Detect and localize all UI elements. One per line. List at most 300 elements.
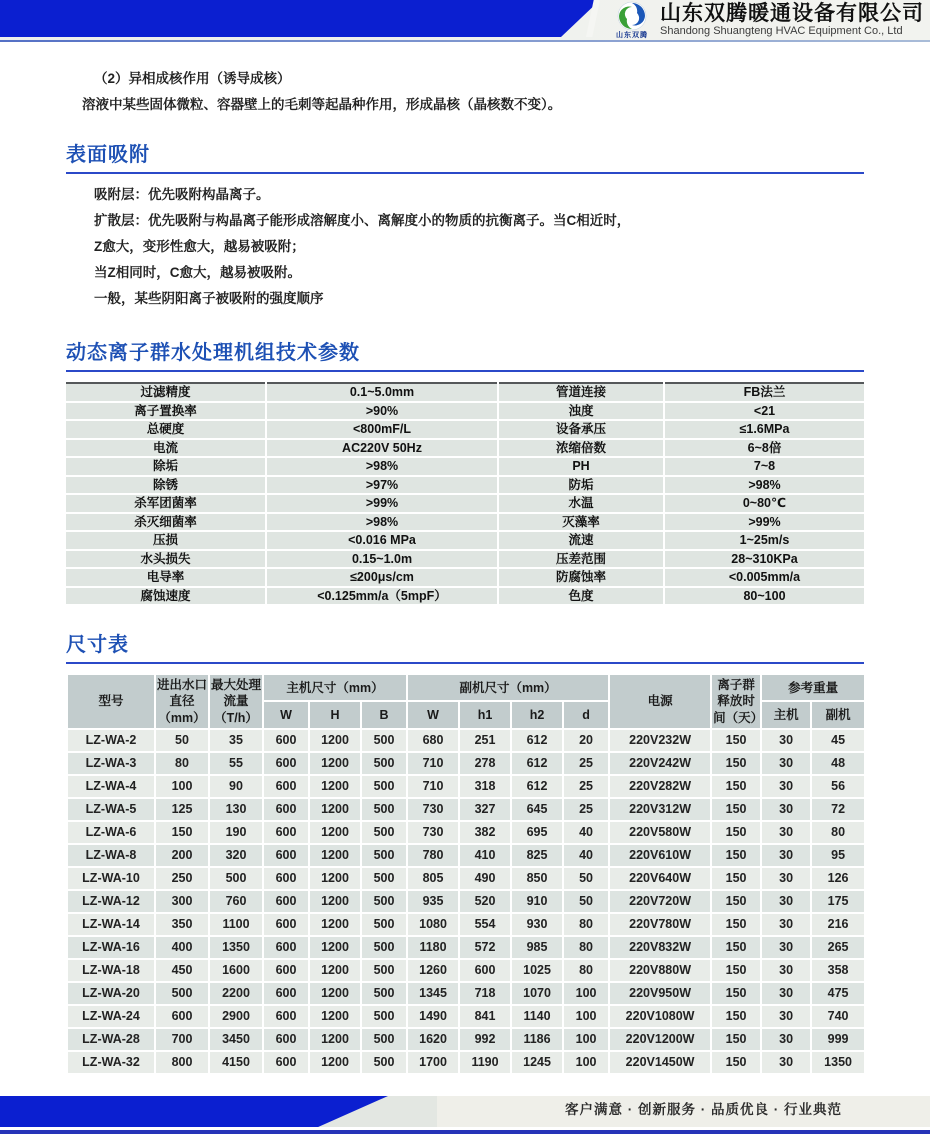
table-row: [67, 729, 865, 752]
value-cell: 450: [155, 959, 209, 982]
value-cell: 910: [511, 890, 563, 913]
surface-adsorption-text: [94, 182, 864, 312]
value-cell: 50: [155, 729, 209, 752]
param-value: <0.125mm/a（5mpF）: [266, 587, 498, 606]
value-cell: 805: [407, 867, 459, 890]
model-cell: LZ-WA-3: [67, 752, 155, 775]
value-cell: 1200: [309, 821, 361, 844]
text-line: Z愈大，变形性愈大，越易被吸附；: [94, 239, 305, 254]
param-value: >99%: [266, 494, 498, 513]
value-cell: 500: [361, 959, 407, 982]
param-label: 灭藻率: [498, 513, 664, 532]
value-cell: 80: [563, 913, 609, 936]
value-cell: 150: [711, 936, 761, 959]
table-row: [67, 1051, 865, 1074]
col-header-aux-h1: h1: [459, 701, 511, 728]
intro-line-1: （2）异相成核作用（诱导成核）: [94, 71, 291, 86]
param-label: 杀军团菌率: [66, 494, 266, 513]
value-cell: 600: [459, 959, 511, 982]
value-cell: 500: [361, 913, 407, 936]
size-table: [66, 673, 866, 1075]
col-header-model: 型号: [67, 674, 155, 729]
value-cell: 30: [761, 1028, 811, 1051]
param-label: 浓缩倍数: [498, 439, 664, 458]
param-value: 80~100: [664, 587, 864, 606]
footer-slogan: 客户满意 · 创新服务 · 品质优良 · 行业典范: [565, 1102, 842, 1117]
value-cell: 327: [459, 798, 511, 821]
value-cell: 1200: [309, 844, 361, 867]
col-header-inlet-diameter: 进出水口直径（mm）: [155, 674, 209, 729]
value-cell: 999: [811, 1028, 865, 1051]
value-cell: 500: [361, 867, 407, 890]
intro-paragraph: [66, 66, 864, 118]
table-row: [67, 867, 865, 890]
param-label: 除垢: [66, 457, 266, 476]
value-cell: 825: [511, 844, 563, 867]
param-value: 7~8: [664, 457, 864, 476]
value-cell: 150: [711, 1005, 761, 1028]
value-cell: 56: [811, 775, 865, 798]
value-cell: 100: [563, 1051, 609, 1074]
value-cell: 695: [511, 821, 563, 844]
param-label: 电导率: [66, 568, 266, 587]
value-cell: 220V312W: [609, 798, 711, 821]
value-cell: 600: [263, 1005, 309, 1028]
value-cell: 220V832W: [609, 936, 711, 959]
param-label: PH: [498, 457, 664, 476]
param-row: [66, 402, 864, 421]
value-cell: 318: [459, 775, 511, 798]
table-row: [67, 890, 865, 913]
value-cell: 150: [711, 959, 761, 982]
model-cell: LZ-WA-18: [67, 959, 155, 982]
param-row: [66, 513, 864, 532]
model-cell: LZ-WA-14: [67, 913, 155, 936]
param-value: >98%: [664, 476, 864, 495]
value-cell: 780: [407, 844, 459, 867]
value-cell: 730: [407, 798, 459, 821]
value-cell: 841: [459, 1005, 511, 1028]
table-row: [67, 844, 865, 867]
model-cell: LZ-WA-16: [67, 936, 155, 959]
value-cell: 30: [761, 775, 811, 798]
table-row: [67, 752, 865, 775]
param-label: 水温: [498, 494, 664, 513]
value-cell: 410: [459, 844, 511, 867]
value-cell: 600: [263, 729, 309, 752]
value-cell: 220V1200W: [609, 1028, 711, 1051]
value-cell: 800: [155, 1051, 209, 1074]
value-cell: 600: [263, 982, 309, 1005]
value-cell: 500: [361, 844, 407, 867]
value-cell: 55: [209, 752, 263, 775]
value-cell: 600: [263, 821, 309, 844]
table-row: [67, 821, 865, 844]
value-cell: 1100: [209, 913, 263, 936]
value-cell: 710: [407, 775, 459, 798]
value-cell: 740: [811, 1005, 865, 1028]
model-cell: LZ-WA-28: [67, 1028, 155, 1051]
value-cell: 20: [563, 729, 609, 752]
value-cell: 500: [361, 775, 407, 798]
param-value: 0.1~5.0mm: [266, 383, 498, 402]
section-surface-adsorption: [66, 138, 864, 312]
value-cell: 600: [263, 775, 309, 798]
value-cell: 1080: [407, 913, 459, 936]
value-cell: 500: [361, 752, 407, 775]
value-cell: 500: [209, 867, 263, 890]
company-logo: [610, 1, 654, 40]
param-row: [66, 568, 864, 587]
value-cell: 150: [711, 890, 761, 913]
value-cell: 612: [511, 729, 563, 752]
value-cell: 150: [711, 775, 761, 798]
col-header-main-b: B: [361, 701, 407, 728]
value-cell: 1200: [309, 913, 361, 936]
value-cell: 220V880W: [609, 959, 711, 982]
value-cell: 358: [811, 959, 865, 982]
param-label: 总硬度: [66, 420, 266, 439]
value-cell: 1200: [309, 982, 361, 1005]
value-cell: 3450: [209, 1028, 263, 1051]
param-value: 1~25m/s: [664, 531, 864, 550]
tech-params-table-body: [66, 383, 864, 605]
value-cell: 35: [209, 729, 263, 752]
section-size-table: [66, 628, 864, 1075]
col-header-weight-main: 主机: [761, 701, 811, 728]
value-cell: 1200: [309, 959, 361, 982]
param-value: ≤200μs/cm: [266, 568, 498, 587]
value-cell: 1245: [511, 1051, 563, 1074]
value-cell: 220V780W: [609, 913, 711, 936]
value-cell: 190: [209, 821, 263, 844]
value-cell: 1070: [511, 982, 563, 1005]
value-cell: 710: [407, 752, 459, 775]
section-title-surface-adsorption: 表面吸附: [66, 138, 864, 174]
value-cell: 700: [155, 1028, 209, 1051]
param-row: [66, 476, 864, 495]
table-row: [67, 913, 865, 936]
value-cell: 80: [563, 959, 609, 982]
col-header-power: 电源: [609, 674, 711, 729]
param-label: 离子置换率: [66, 402, 266, 421]
value-cell: 80: [563, 936, 609, 959]
param-label: 防腐蚀率: [498, 568, 664, 587]
value-cell: 95: [811, 844, 865, 867]
param-value: >97%: [266, 476, 498, 495]
param-value: AC220V 50Hz: [266, 439, 498, 458]
value-cell: 2200: [209, 982, 263, 1005]
value-cell: 220V1080W: [609, 1005, 711, 1028]
value-cell: 50: [563, 867, 609, 890]
value-cell: 500: [361, 798, 407, 821]
value-cell: 278: [459, 752, 511, 775]
value-cell: 100: [563, 1028, 609, 1051]
col-header-aux-h2: h2: [511, 701, 563, 728]
value-cell: 554: [459, 913, 511, 936]
model-cell: LZ-WA-12: [67, 890, 155, 913]
value-cell: 150: [711, 1028, 761, 1051]
page-content: [0, 42, 930, 1075]
col-header-main-dimensions: 主机尺寸（mm）: [263, 674, 407, 701]
value-cell: 600: [263, 844, 309, 867]
value-cell: 250: [155, 867, 209, 890]
page-footer: [0, 1090, 930, 1134]
value-cell: 1200: [309, 1028, 361, 1051]
model-cell: LZ-WA-24: [67, 1005, 155, 1028]
value-cell: 600: [263, 1028, 309, 1051]
value-cell: 100: [563, 982, 609, 1005]
value-cell: 25: [563, 798, 609, 821]
param-value: 6~8倍: [664, 439, 864, 458]
company-name-cn: 山东双腾暖通设备有限公司: [660, 2, 924, 26]
value-cell: 100: [155, 775, 209, 798]
value-cell: 1140: [511, 1005, 563, 1028]
value-cell: 2900: [209, 1005, 263, 1028]
value-cell: 126: [811, 867, 865, 890]
value-cell: 1190: [459, 1051, 511, 1074]
value-cell: 300: [155, 890, 209, 913]
model-cell: LZ-WA-4: [67, 775, 155, 798]
intro-line-2: 溶液中某些固体微粒、容器壁上的毛刺等起晶种作用，形成晶核（晶核数不变）。: [82, 97, 562, 112]
tech-params-table: [66, 382, 864, 606]
value-cell: 600: [263, 936, 309, 959]
value-cell: 1200: [309, 729, 361, 752]
value-cell: 490: [459, 867, 511, 890]
value-cell: 25: [563, 775, 609, 798]
value-cell: 1200: [309, 752, 361, 775]
value-cell: 30: [761, 959, 811, 982]
size-table-header: [67, 674, 865, 729]
param-row: [66, 420, 864, 439]
value-cell: 930: [511, 913, 563, 936]
col-header-ion-release-time: 离子群释放时间（天）: [711, 674, 761, 729]
value-cell: 150: [711, 729, 761, 752]
value-cell: 1200: [309, 1051, 361, 1074]
param-value: FB法兰: [664, 383, 864, 402]
param-label: 管道连接: [498, 383, 664, 402]
value-cell: 600: [263, 752, 309, 775]
value-cell: 150: [711, 752, 761, 775]
value-cell: 30: [761, 798, 811, 821]
value-cell: 612: [511, 775, 563, 798]
param-row: [66, 383, 864, 402]
col-header-aux-dimensions: 副机尺寸（mm）: [407, 674, 609, 701]
value-cell: 500: [361, 821, 407, 844]
param-value: ≤1.6MPa: [664, 420, 864, 439]
value-cell: 40: [563, 821, 609, 844]
table-row: [67, 959, 865, 982]
value-cell: 40: [563, 844, 609, 867]
col-header-aux-d: d: [563, 701, 609, 728]
param-value: <0.016 MPa: [266, 531, 498, 550]
value-cell: 520: [459, 890, 511, 913]
value-cell: 30: [761, 982, 811, 1005]
model-cell: LZ-WA-8: [67, 844, 155, 867]
size-table-body: [67, 729, 865, 1074]
value-cell: 216: [811, 913, 865, 936]
col-header-main-h: H: [309, 701, 361, 728]
col-header-max-flow: 最大处理流量（T/h）: [209, 674, 263, 729]
value-cell: 600: [263, 867, 309, 890]
value-cell: 500: [361, 1028, 407, 1051]
param-row: [66, 457, 864, 476]
text-line: 扩散层：优先吸附与构晶离子能形成溶解度小、离解度小的物质的抗衡离子。当C相近时，: [94, 213, 631, 228]
value-cell: 600: [263, 798, 309, 821]
param-value: 0~80℃: [664, 494, 864, 513]
value-cell: 1700: [407, 1051, 459, 1074]
value-cell: 30: [761, 729, 811, 752]
value-cell: 175: [811, 890, 865, 913]
header-blue-band: [0, 0, 600, 37]
value-cell: 30: [761, 890, 811, 913]
param-value: >90%: [266, 402, 498, 421]
value-cell: 220V950W: [609, 982, 711, 1005]
col-header-main-w: W: [263, 701, 309, 728]
value-cell: 600: [155, 1005, 209, 1028]
value-cell: 150: [155, 821, 209, 844]
value-cell: 220V282W: [609, 775, 711, 798]
param-label: 压损: [66, 531, 266, 550]
value-cell: 1200: [309, 890, 361, 913]
value-cell: 80: [811, 821, 865, 844]
value-cell: 350: [155, 913, 209, 936]
logo-swirl-icon: [617, 1, 647, 31]
company-names: [660, 3, 924, 38]
col-header-aux-w: W: [407, 701, 459, 728]
value-cell: 500: [361, 890, 407, 913]
value-cell: 500: [155, 982, 209, 1005]
param-label: 压差范围: [498, 550, 664, 569]
value-cell: 600: [263, 959, 309, 982]
param-label: 色度: [498, 587, 664, 606]
value-cell: 30: [761, 1005, 811, 1028]
model-cell: LZ-WA-20: [67, 982, 155, 1005]
param-value: >98%: [266, 457, 498, 476]
value-cell: 220V1450W: [609, 1051, 711, 1074]
value-cell: 730: [407, 821, 459, 844]
value-cell: 150: [711, 913, 761, 936]
value-cell: 1200: [309, 1005, 361, 1028]
table-row: [67, 798, 865, 821]
col-header-weight-aux: 副机: [811, 701, 865, 728]
value-cell: 1200: [309, 798, 361, 821]
param-label: 腐蚀速度: [66, 587, 266, 606]
value-cell: 100: [563, 1005, 609, 1028]
text-line: 吸附层：优先吸附构晶离子。: [94, 187, 270, 202]
col-header-reference-weight: 参考重量: [761, 674, 865, 701]
value-cell: 1186: [511, 1028, 563, 1051]
value-cell: 220V610W: [609, 844, 711, 867]
value-cell: 4150: [209, 1051, 263, 1074]
header-brand: [610, 1, 924, 40]
value-cell: 475: [811, 982, 865, 1005]
value-cell: 850: [511, 867, 563, 890]
value-cell: 30: [761, 867, 811, 890]
footer-bottom-line: [0, 1130, 930, 1134]
value-cell: 150: [711, 982, 761, 1005]
value-cell: 600: [263, 913, 309, 936]
value-cell: 760: [209, 890, 263, 913]
value-cell: 1200: [309, 867, 361, 890]
value-cell: 1345: [407, 982, 459, 1005]
page-header: [0, 0, 930, 42]
value-cell: 30: [761, 844, 811, 867]
value-cell: 150: [711, 844, 761, 867]
value-cell: 220V720W: [609, 890, 711, 913]
value-cell: 220V640W: [609, 867, 711, 890]
model-cell: LZ-WA-6: [67, 821, 155, 844]
logo-caption: 山东双腾: [616, 32, 648, 39]
model-cell: LZ-WA-10: [67, 867, 155, 890]
param-value: 0.15~1.0m: [266, 550, 498, 569]
value-cell: 500: [361, 982, 407, 1005]
value-cell: 1620: [407, 1028, 459, 1051]
value-cell: 1200: [309, 936, 361, 959]
value-cell: 80: [155, 752, 209, 775]
param-label: 过滤精度: [66, 383, 266, 402]
param-label: 电流: [66, 439, 266, 458]
table-row: [67, 982, 865, 1005]
section-tech-params: [66, 336, 864, 606]
section-title-tech-params: 动态离子群水处理机组技术参数: [66, 336, 864, 372]
value-cell: 1260: [407, 959, 459, 982]
value-cell: 992: [459, 1028, 511, 1051]
table-row: [67, 936, 865, 959]
param-value: >98%: [266, 513, 498, 532]
param-value: >99%: [664, 513, 864, 532]
param-row: [66, 494, 864, 513]
param-row: [66, 550, 864, 569]
value-cell: 500: [361, 729, 407, 752]
value-cell: 25: [563, 752, 609, 775]
param-value: <0.005mm/a: [664, 568, 864, 587]
value-cell: 265: [811, 936, 865, 959]
model-cell: LZ-WA-32: [67, 1051, 155, 1074]
value-cell: 220V242W: [609, 752, 711, 775]
value-cell: 125: [155, 798, 209, 821]
value-cell: 150: [711, 798, 761, 821]
value-cell: 48: [811, 752, 865, 775]
param-label: 防垢: [498, 476, 664, 495]
value-cell: 985: [511, 936, 563, 959]
model-cell: LZ-WA-5: [67, 798, 155, 821]
table-row: [67, 775, 865, 798]
value-cell: 1350: [209, 936, 263, 959]
value-cell: 382: [459, 821, 511, 844]
text-line: 一般，某些阴阳离子被吸附的强度顺序: [94, 291, 324, 306]
value-cell: 500: [361, 1051, 407, 1074]
param-label: 流速: [498, 531, 664, 550]
value-cell: 1200: [309, 775, 361, 798]
value-cell: 645: [511, 798, 563, 821]
value-cell: 400: [155, 936, 209, 959]
value-cell: 150: [711, 821, 761, 844]
value-cell: 320: [209, 844, 263, 867]
value-cell: 30: [761, 936, 811, 959]
param-value: 28~310KPa: [664, 550, 864, 569]
value-cell: 220V580W: [609, 821, 711, 844]
value-cell: 30: [761, 1051, 811, 1074]
section-title-size-table: 尺寸表: [66, 628, 864, 664]
value-cell: 30: [761, 913, 811, 936]
param-label: 设备承压: [498, 420, 664, 439]
value-cell: 72: [811, 798, 865, 821]
param-label: 除锈: [66, 476, 266, 495]
value-cell: 220V232W: [609, 729, 711, 752]
value-cell: 1025: [511, 959, 563, 982]
value-cell: 1600: [209, 959, 263, 982]
